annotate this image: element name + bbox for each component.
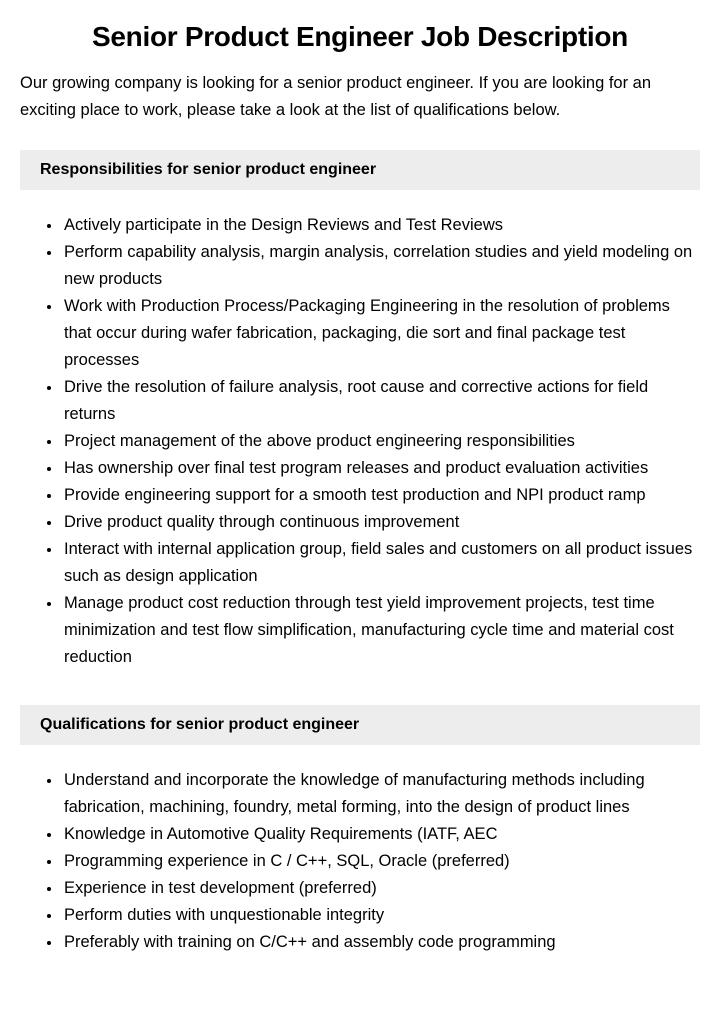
responsibilities-list — [20, 212, 700, 671]
list-item: • Preferably with training on C/C++ and assembly code programming — [62, 929, 700, 956]
list-item: • Drive the resolution of failure analysis, root cause and corrective actions for field returns — [62, 374, 700, 428]
responsibilities-heading: Responsibilities for senior product engineer — [20, 150, 700, 190]
qualifications-list — [20, 767, 700, 956]
list-item: • Actively participate in the Design Reviews and Test Reviews — [62, 212, 700, 239]
list-item: • Knowledge in Automotive Quality Requirements (IATF, AEC — [62, 821, 700, 848]
list-item: • Has ownership over final test program releases and product evaluation activities — [62, 455, 700, 482]
responsibilities-section — [20, 150, 700, 671]
list-item: • Perform capability analysis, margin analysis, correlation studies and yield modeling on new products — [62, 239, 700, 293]
page-title: Senior Product Engineer Job Description — [92, 21, 628, 52]
list-item: • Work with Production Process/Packaging Engineering in the resolution of problems that occur during wafer fabrication, packaging, die sort and final package test processes — [62, 293, 700, 374]
list-item: • Interact with internal application group, field sales and customers on all product issues such as design application — [62, 536, 700, 590]
list-item: • Experience in test development (preferred) — [62, 875, 700, 902]
list-item: • Manage product cost reduction through test yield improvement projects, test time minimization and test flow simplification, manufacturing cycle time and material cost reduction — [62, 590, 700, 671]
list-item: • Project management of the above product engineering responsibilities — [62, 428, 700, 455]
list-item: • Drive product quality through continuous improvement — [62, 509, 700, 536]
qualifications-section — [20, 705, 700, 956]
list-item: • Understand and incorporate the knowledge of manufacturing methods including fabrication, machining, foundry, metal forming, into the design of product lines — [62, 767, 700, 821]
intro-paragraph: Our growing company is looking for a senior product engineer. If you are looking for an exciting place to work, please take a look at the list of qualifications below. — [20, 73, 652, 119]
qualifications-heading: Qualifications for senior product engineer — [20, 705, 700, 745]
list-item: • Provide engineering support for a smooth test production and NPI product ramp — [62, 482, 700, 509]
list-item: • Programming experience in C / C++, SQL, Oracle (preferred) — [62, 848, 700, 875]
list-item: • Perform duties with unquestionable integrity — [62, 902, 700, 929]
